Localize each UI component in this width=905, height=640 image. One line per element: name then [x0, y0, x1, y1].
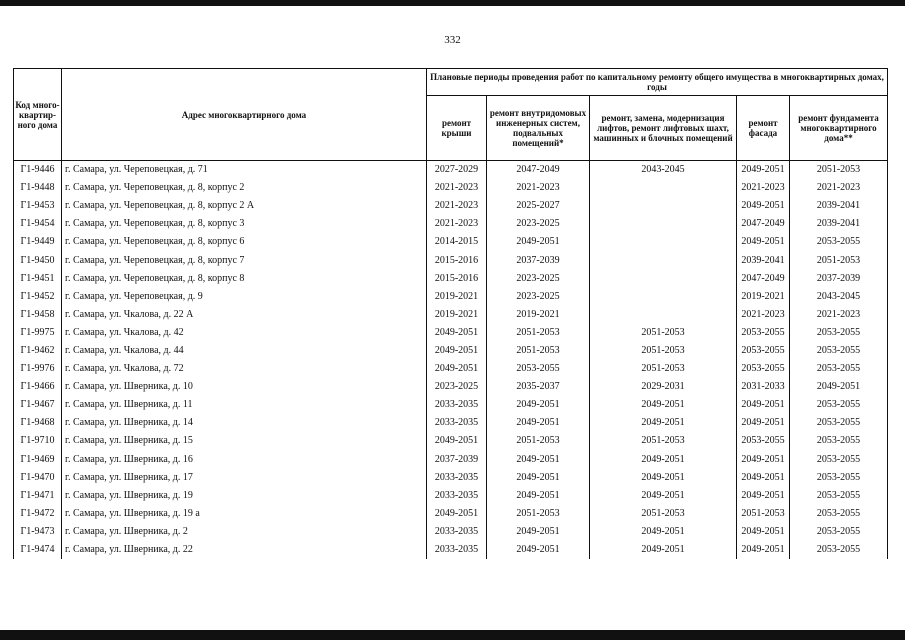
cell-foundation: 2021-2023 [790, 179, 888, 197]
cell-roof: 2023-2025 [427, 378, 487, 396]
col-roof-header: ремонт крыши [427, 96, 487, 161]
cell-address: г. Самара, ул. Чкалова, д. 42 [62, 324, 427, 342]
cell-lifts [590, 215, 737, 233]
cell-code: Г1-9449 [14, 233, 62, 251]
cell-address: г. Самара, ул. Шверника, д. 19 а [62, 505, 427, 523]
table-body [14, 161, 888, 560]
cell-address: г. Самара, ул. Череповецкая, д. 8, корпус 6 [62, 233, 427, 251]
table-row [14, 396, 888, 414]
cell-lifts: 2043-2045 [590, 161, 737, 180]
cell-roof: 2033-2035 [427, 469, 487, 487]
cell-roof: 2037-2039 [427, 451, 487, 469]
table-row [14, 324, 888, 342]
cell-code: Г1-9976 [14, 360, 62, 378]
cell-lifts: 2049-2051 [590, 414, 737, 432]
cell-foundation: 2053-2055 [790, 360, 888, 378]
cell-systems: 2047-2049 [487, 161, 590, 180]
cell-address: г. Самара, ул. Шверника, д. 11 [62, 396, 427, 414]
cell-facade: 2049-2051 [737, 233, 790, 251]
scan-border-bottom [0, 630, 905, 640]
cell-lifts [590, 197, 737, 215]
cell-systems: 2049-2051 [487, 469, 590, 487]
table-row [14, 251, 888, 269]
table-row [14, 505, 888, 523]
cell-code: Г1-9454 [14, 215, 62, 233]
cell-roof: 2033-2035 [427, 396, 487, 414]
table-row [14, 342, 888, 360]
cell-lifts [590, 233, 737, 251]
cell-code: Г1-9975 [14, 324, 62, 342]
cell-roof: 2021-2023 [427, 179, 487, 197]
cell-address: г. Самара, ул. Шверника, д. 10 [62, 378, 427, 396]
col-address-header: Адрес многоквартирного дома [62, 69, 427, 161]
cell-lifts [590, 288, 737, 306]
cell-foundation: 2053-2055 [790, 487, 888, 505]
cell-code: Г1-9453 [14, 197, 62, 215]
cell-roof: 2049-2051 [427, 505, 487, 523]
table-row [14, 523, 888, 541]
cell-facade: 2049-2051 [737, 469, 790, 487]
cell-facade: 2021-2023 [737, 306, 790, 324]
cell-roof: 2049-2051 [427, 342, 487, 360]
cell-foundation: 2053-2055 [790, 396, 888, 414]
cell-systems: 2051-2053 [487, 324, 590, 342]
cell-address: г. Самара, ул. Череповецкая, д. 8, корпус 2 [62, 179, 427, 197]
table-row [14, 215, 888, 233]
cell-address: г. Самара, ул. Чкалова, д. 44 [62, 342, 427, 360]
col-systems-header: ремонт внутридомовых инженерных систем, подвальных помещений* [487, 96, 590, 161]
table-row [14, 451, 888, 469]
cell-lifts: 2051-2053 [590, 360, 737, 378]
cell-lifts: 2051-2053 [590, 342, 737, 360]
cell-lifts: 2051-2053 [590, 324, 737, 342]
cell-systems: 2049-2051 [487, 487, 590, 505]
cell-address: г. Самара, ул. Шверника, д. 15 [62, 432, 427, 450]
cell-systems: 2049-2051 [487, 396, 590, 414]
table-row [14, 378, 888, 396]
cell-systems: 2049-2051 [487, 414, 590, 432]
table-row [14, 161, 888, 180]
cell-code: Г1-9467 [14, 396, 62, 414]
cell-foundation: 2053-2055 [790, 432, 888, 450]
col-group-header: Плановые периоды проведения работ по капитальному ремонту общего имущества в многоквартирных домах, годы [427, 69, 888, 96]
cell-address: г. Самара, ул. Шверника, д. 22 [62, 541, 427, 559]
cell-foundation: 2021-2023 [790, 306, 888, 324]
cell-address: г. Самара, ул. Чкалова, д. 72 [62, 360, 427, 378]
cell-foundation: 2053-2055 [790, 541, 888, 559]
cell-lifts: 2049-2051 [590, 396, 737, 414]
table-row [14, 306, 888, 324]
cell-systems: 2023-2025 [487, 288, 590, 306]
cell-address: г. Самара, ул. Шверника, д. 2 [62, 523, 427, 541]
cell-roof: 2033-2035 [427, 523, 487, 541]
cell-lifts [590, 251, 737, 269]
cell-facade: 2031-2033 [737, 378, 790, 396]
cell-lifts: 2051-2053 [590, 432, 737, 450]
cell-address: г. Самара, ул. Череповецкая, д. 8, корпус 2 А [62, 197, 427, 215]
cell-code: Г1-9473 [14, 523, 62, 541]
cell-code: Г1-9474 [14, 541, 62, 559]
cell-roof: 2027-2029 [427, 161, 487, 180]
cell-code: Г1-9472 [14, 505, 62, 523]
cell-systems: 2049-2051 [487, 451, 590, 469]
cell-facade: 2053-2055 [737, 360, 790, 378]
cell-foundation: 2051-2053 [790, 251, 888, 269]
cell-foundation: 2053-2055 [790, 523, 888, 541]
cell-code: Г1-9462 [14, 342, 62, 360]
cell-facade: 2049-2051 [737, 451, 790, 469]
cell-address: г. Самара, ул. Чкалова, д. 22 А [62, 306, 427, 324]
cell-systems: 2021-2023 [487, 179, 590, 197]
cell-lifts [590, 306, 737, 324]
table-row [14, 487, 888, 505]
cell-facade: 2049-2051 [737, 487, 790, 505]
cell-systems: 2051-2053 [487, 432, 590, 450]
cell-foundation: 2051-2053 [790, 161, 888, 180]
cell-foundation: 2053-2055 [790, 451, 888, 469]
table-row [14, 270, 888, 288]
table-row [14, 197, 888, 215]
table-row [14, 233, 888, 251]
cell-address: г. Самара, ул. Шверника, д. 19 [62, 487, 427, 505]
cell-systems: 2053-2055 [487, 360, 590, 378]
cell-roof: 2033-2035 [427, 414, 487, 432]
cell-roof: 2015-2016 [427, 270, 487, 288]
cell-facade: 2049-2051 [737, 161, 790, 180]
cell-facade: 2039-2041 [737, 251, 790, 269]
cell-foundation: 2037-2039 [790, 270, 888, 288]
cell-foundation: 2053-2055 [790, 342, 888, 360]
table-row [14, 541, 888, 559]
cell-systems: 2049-2051 [487, 523, 590, 541]
cell-code: Г1-9469 [14, 451, 62, 469]
page-number: 332 [444, 34, 461, 46]
cell-facade: 2049-2051 [737, 414, 790, 432]
cell-systems: 2025-2027 [487, 197, 590, 215]
cell-roof: 2021-2023 [427, 197, 487, 215]
cell-foundation: 2039-2041 [790, 197, 888, 215]
cell-foundation: 2053-2055 [790, 233, 888, 251]
cell-code: Г1-9451 [14, 270, 62, 288]
cell-roof: 2049-2051 [427, 360, 487, 378]
cell-roof: 2014-2015 [427, 233, 487, 251]
cell-facade: 2019-2021 [737, 288, 790, 306]
cell-address: г. Самара, ул. Череповецкая, д. 8, корпус 3 [62, 215, 427, 233]
cell-roof: 2033-2035 [427, 487, 487, 505]
cell-code: Г1-9452 [14, 288, 62, 306]
col-code-header: Код много-квартир-ного дома [14, 69, 62, 161]
scan-border-top [0, 0, 905, 6]
cell-systems: 2049-2051 [487, 233, 590, 251]
cell-systems: 2019-2021 [487, 306, 590, 324]
cell-address: г. Самара, ул. Череповецкая, д. 9 [62, 288, 427, 306]
col-foundation-header: ремонт фундамента многоквартирного дома** [790, 96, 888, 161]
cell-code: Г1-9710 [14, 432, 62, 450]
cell-address: г. Самара, ул. Череповецкая, д. 71 [62, 161, 427, 180]
cell-code: Г1-9458 [14, 306, 62, 324]
cell-address: г. Самара, ул. Шверника, д. 16 [62, 451, 427, 469]
cell-lifts [590, 179, 737, 197]
cell-facade: 2053-2055 [737, 324, 790, 342]
cell-foundation: 2049-2051 [790, 378, 888, 396]
cell-facade: 2049-2051 [737, 523, 790, 541]
cell-lifts: 2051-2053 [590, 505, 737, 523]
cell-systems: 2023-2025 [487, 215, 590, 233]
table-row [14, 288, 888, 306]
cell-roof: 2049-2051 [427, 324, 487, 342]
cell-systems: 2023-2025 [487, 270, 590, 288]
cell-facade: 2047-2049 [737, 215, 790, 233]
table-header [14, 69, 888, 161]
cell-lifts: 2049-2051 [590, 487, 737, 505]
cell-code: Г1-9470 [14, 469, 62, 487]
cell-facade: 2053-2055 [737, 432, 790, 450]
cell-foundation: 2053-2055 [790, 469, 888, 487]
cell-foundation: 2043-2045 [790, 288, 888, 306]
cell-address: г. Самара, ул. Череповецкая, д. 8, корпус 8 [62, 270, 427, 288]
table-row [14, 414, 888, 432]
cell-roof: 2021-2023 [427, 215, 487, 233]
cell-systems: 2051-2053 [487, 505, 590, 523]
cell-facade: 2049-2051 [737, 396, 790, 414]
cell-facade: 2047-2049 [737, 270, 790, 288]
cell-address: г. Самара, ул. Череповецкая, д. 8, корпус 7 [62, 251, 427, 269]
cell-roof: 2033-2035 [427, 541, 487, 559]
cell-facade: 2051-2053 [737, 505, 790, 523]
cell-facade: 2021-2023 [737, 179, 790, 197]
cell-code: Г1-9471 [14, 487, 62, 505]
cell-code: Г1-9446 [14, 161, 62, 180]
table-row [14, 432, 888, 450]
cell-roof: 2015-2016 [427, 251, 487, 269]
cell-roof: 2019-2021 [427, 306, 487, 324]
cell-foundation: 2053-2055 [790, 324, 888, 342]
cell-facade: 2053-2055 [737, 342, 790, 360]
cell-systems: 2049-2051 [487, 541, 590, 559]
cell-facade: 2049-2051 [737, 197, 790, 215]
cell-code: Г1-9466 [14, 378, 62, 396]
table-row [14, 179, 888, 197]
cell-lifts: 2049-2051 [590, 541, 737, 559]
cell-lifts [590, 270, 737, 288]
cell-systems: 2035-2037 [487, 378, 590, 396]
cell-code: Г1-9468 [14, 414, 62, 432]
table-row [14, 360, 888, 378]
cell-code: Г1-9450 [14, 251, 62, 269]
cell-roof: 2049-2051 [427, 432, 487, 450]
cell-systems: 2051-2053 [487, 342, 590, 360]
cell-foundation: 2053-2055 [790, 414, 888, 432]
cell-lifts: 2049-2051 [590, 469, 737, 487]
cell-address: г. Самара, ул. Шверника, д. 14 [62, 414, 427, 432]
cell-lifts: 2049-2051 [590, 451, 737, 469]
cell-facade: 2049-2051 [737, 541, 790, 559]
cell-foundation: 2053-2055 [790, 505, 888, 523]
table-row [14, 469, 888, 487]
cell-roof: 2019-2021 [427, 288, 487, 306]
col-lifts-header: ремонт, замена, модернизация лифтов, ремонт лифтовых шахт, машинных и блочных помещений [590, 96, 737, 161]
cell-systems: 2037-2039 [487, 251, 590, 269]
cell-foundation: 2039-2041 [790, 215, 888, 233]
repair-schedule-table [13, 68, 888, 559]
cell-address: г. Самара, ул. Шверника, д. 17 [62, 469, 427, 487]
col-facade-header: ремонт фасада [737, 96, 790, 161]
cell-code: Г1-9448 [14, 179, 62, 197]
cell-lifts: 2029-2031 [590, 378, 737, 396]
cell-lifts: 2049-2051 [590, 523, 737, 541]
